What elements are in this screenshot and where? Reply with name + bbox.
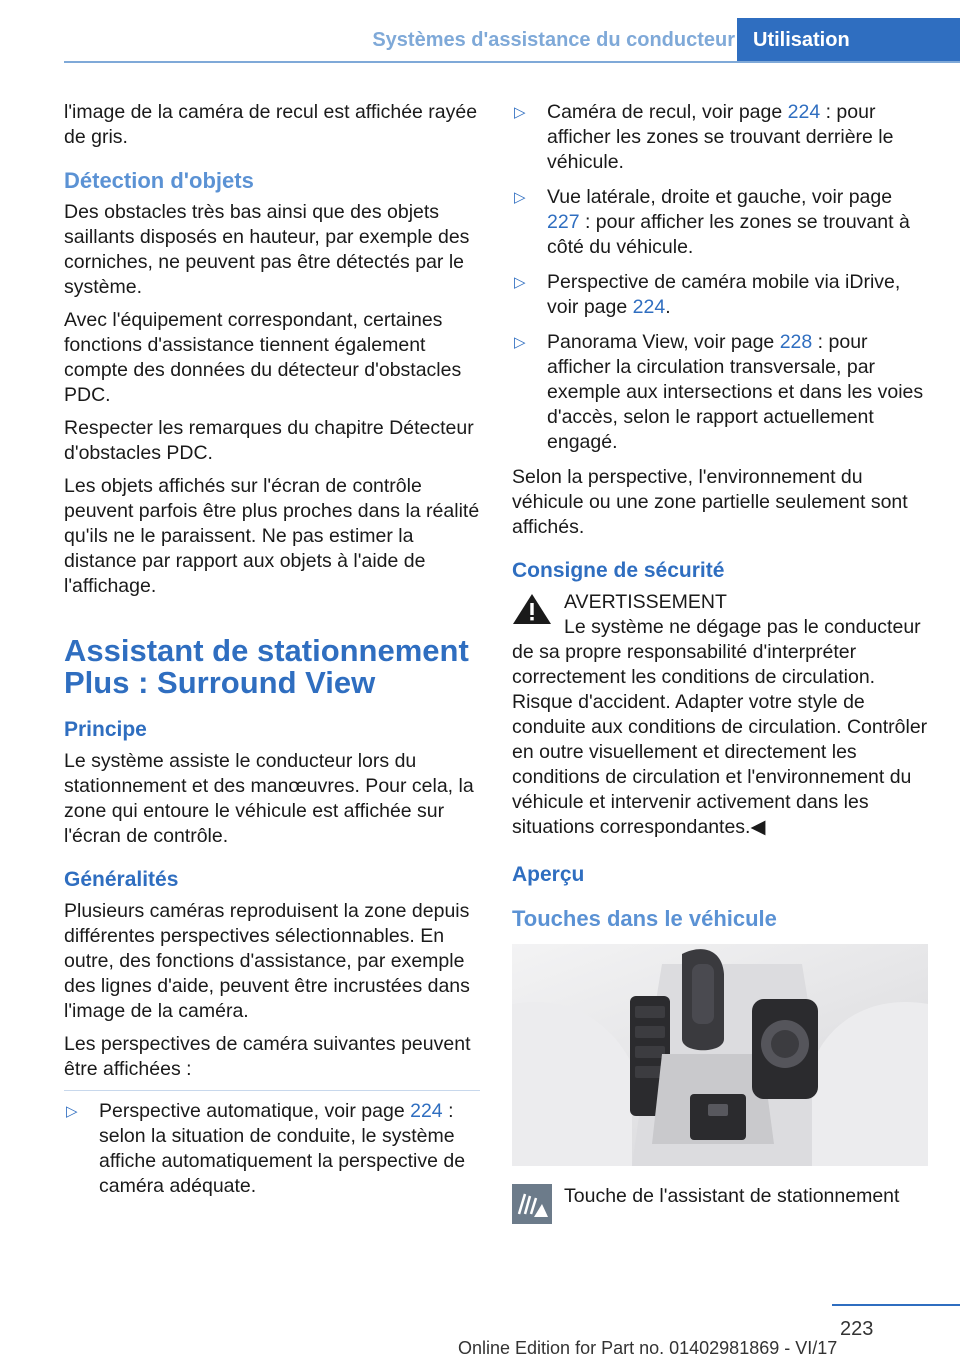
detection-paragraph-1: Des obstacles très bas ainsi que des objets saillants disposés en hauteur, par exemple des corniches, ne peuvent pas être détectés par le système. [64, 201, 470, 298]
list-item [512, 330, 928, 455]
bullet-arrow-icon: ▷ [514, 104, 526, 121]
heading-surround-view: Assistant de stationnement Plus : Surround View [64, 633, 469, 700]
bullet-arrow-icon: ▷ [514, 189, 526, 206]
list-item-text: : selon la situation de conduite, le système affiche automatiquement la perspective de caméra adéquate. [99, 1100, 466, 1197]
heading-consigne: Consigne de sécurité [512, 559, 725, 582]
principe-paragraph: Le système assiste le conducteur lors du stationnement et des manœuvres. Pour cela, la zone qui entoure le véhicule est affichée sur l'écran de contrôle. [64, 750, 474, 847]
header-section-title: Systèmes d'assistance du conducteur [372, 29, 735, 51]
warning-triangle-icon [512, 592, 552, 626]
heading-detection: Détection d'objets [64, 168, 254, 193]
page-link[interactable]: 227 [547, 211, 580, 233]
perspective-list [64, 1099, 480, 1199]
warning-text: Le système ne dégage pas le conducteur de sa propre responsabilité d'interpréter correctement les conditions de circulation. Risque d'accident. Adapter votre style de conduite aux conditions de circulation. Contrôler en outre visuellement et directement les conditions de circulation et l'environnement du véhicule et intervenir activement dans les situations correspondantes.◀ [512, 616, 928, 838]
heading-apercu: Aperçu [512, 863, 585, 886]
detection-paragraph-2: Avec l'équipement correspondant, certaines fonctions d'assistance tiennent également compte des données du détecteur d'obstacles PDC. [64, 309, 462, 406]
list-divider [64, 1090, 480, 1091]
bullet-arrow-icon: ▷ [66, 1103, 78, 1120]
generalites-paragraph-2: Les perspectives de caméra suivantes peuvent être affichées : [64, 1033, 471, 1080]
header-chapter-tab[interactable]: Utilisation [737, 18, 960, 62]
list-item-text: Panorama View, voir page [547, 331, 780, 353]
header-divider [64, 61, 960, 63]
edition-footer: Online Edition for Part no. 01402981869 - VI/17 [458, 1338, 838, 1358]
perspective-paragraph: Selon la perspective, l'environnement du véhicule ou une zone partielle seulement sont affichés. [512, 466, 908, 538]
page-link[interactable]: 228 [779, 331, 813, 353]
warning-title: AVERTISSEMENT [564, 591, 727, 613]
list-item [64, 1099, 480, 1199]
center-console-photo [512, 944, 928, 1166]
list-item [512, 270, 928, 320]
page-number: 223 [840, 1318, 874, 1340]
page-link[interactable]: 224 [787, 101, 821, 123]
detection-paragraph-4: Les objets affichés sur l'écran de contrôle peuvent parfois être plus proches dans la réalité qu'ils ne le paraissent. Ne pas estimer la distance par rapport aux objets à l'aide de l'affichage. [64, 475, 480, 597]
list-item-text: Perspective de caméra mobile via iDrive, voir page [547, 271, 901, 318]
list-item [512, 100, 928, 175]
list-item-text: Perspective automatique, voir page [99, 1100, 411, 1122]
list-item-text: Vue latérale, droite et gauche, voir page [547, 186, 893, 208]
heading-generalites: Généralités [64, 868, 179, 891]
list-item-text: Caméra de recul, voir page [547, 101, 788, 123]
footer-divider [832, 1304, 960, 1306]
left-column [64, 100, 480, 1209]
generalites-paragraph-1: Plusieurs caméras reproduisent la zone depuis différentes perspectives sélectionnables. En outre, des fonctions d'assistance, par exemple des lignes d'aide, peuvent être incrustées dans l'image de la caméra. [64, 900, 470, 1022]
list-item-text: : pour afficher les zones se trouvant à côté du véhicule. [547, 211, 910, 258]
center-console-illustration [512, 944, 928, 1166]
heading-principe: Principe [64, 718, 147, 741]
perspective-list-continued [512, 100, 928, 455]
detection-paragraph-3: Respecter les remarques du chapitre Détecteur d'obstacles PDC. [64, 417, 474, 464]
right-column [512, 100, 928, 1224]
list-item-text: : pour afficher les zones se trouvant derrière le véhicule. [547, 101, 894, 173]
intro-paragraph: l'image de la caméra de recul est affichée rayée de gris. [64, 101, 478, 148]
parking-assistant-button-icon [512, 1184, 552, 1224]
page-link[interactable]: 224 [632, 296, 666, 318]
parking-button-row [512, 1184, 928, 1224]
bullet-arrow-icon: ▷ [514, 274, 526, 291]
bullet-arrow-icon: ▷ [514, 334, 526, 351]
page-link[interactable]: 224 [410, 1100, 443, 1122]
list-item-text: : pour afficher la circulation transversale, par exemple aux intersections et dans les voies d'accès, selon le rapport actuellement engagé. [547, 331, 924, 453]
list-item [512, 185, 928, 260]
heading-touches: Touches dans le véhicule [512, 906, 777, 931]
list-item-text: . [665, 296, 671, 318]
warning-block [512, 590, 928, 840]
button-caption: Touche de l'assistant de stationnement [564, 1185, 900, 1207]
